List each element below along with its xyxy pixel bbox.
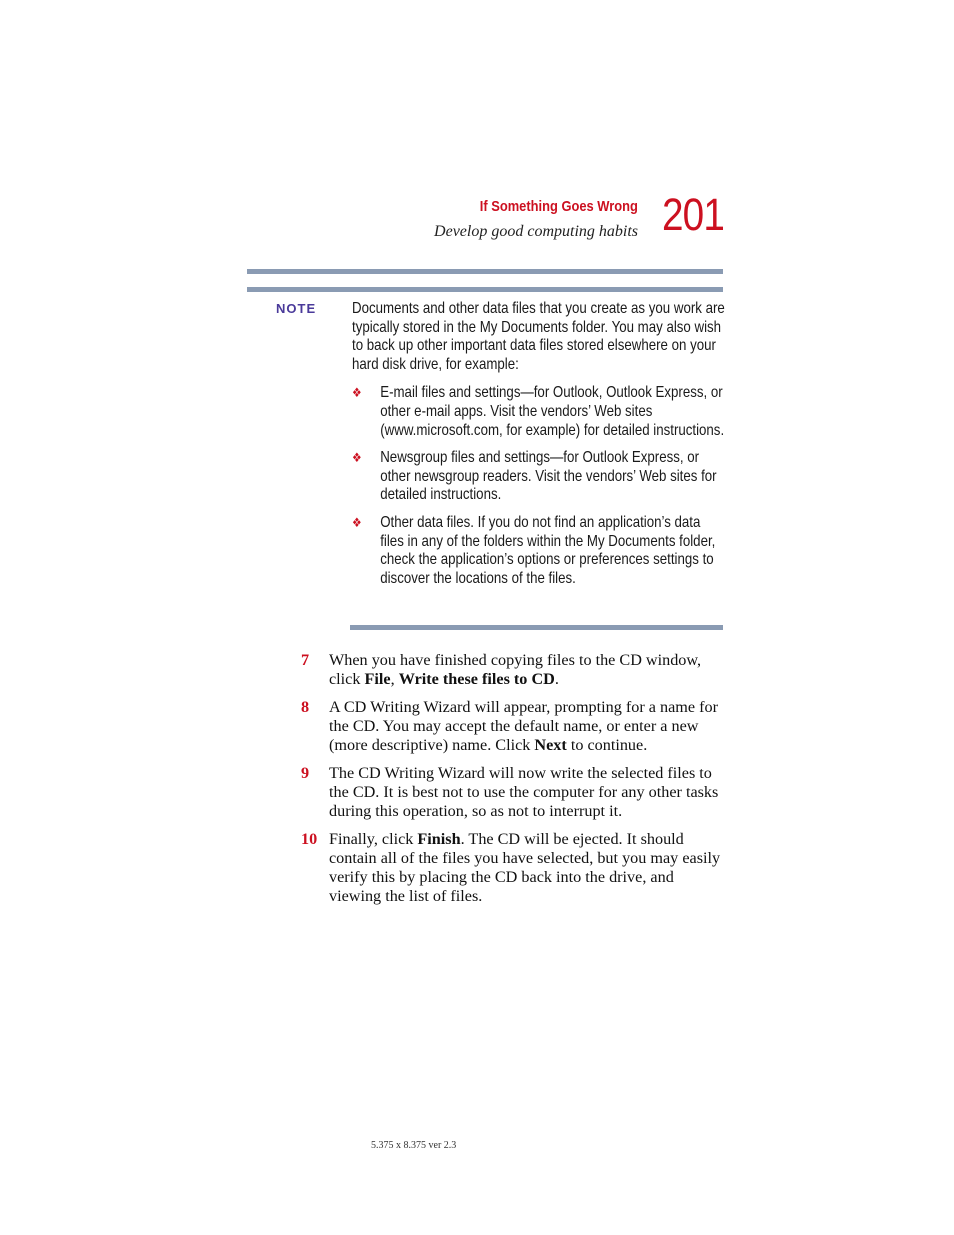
step-text bbox=[329, 698, 728, 755]
step-text-run: When you have finished copying files to the CD window, click bbox=[329, 651, 702, 688]
button-next-term: Next bbox=[534, 736, 567, 754]
page-footer: 5.375 x 8.375 ver 2.3 bbox=[371, 1140, 457, 1151]
note-end-rule bbox=[350, 625, 723, 630]
step-text bbox=[329, 651, 728, 689]
page-number: 201 bbox=[662, 189, 725, 240]
step-number: 7 bbox=[301, 651, 310, 669]
header-rule-bottom bbox=[247, 287, 723, 292]
step-text-run: . bbox=[554, 670, 559, 688]
diamond-bullet-icon: ❖ bbox=[352, 514, 362, 530]
steps-list bbox=[298, 651, 728, 915]
note-bullet-text: Other data files. If you do not find an application’s data files in any of the folders within the My Documents folder, check the application’s options or preferences settings to discover the locations of the files. bbox=[380, 513, 716, 587]
menu-write-files-term: Write these files to CD bbox=[398, 670, 555, 688]
running-header-subtitle: Develop good computing habits bbox=[434, 223, 638, 240]
note-bullet bbox=[352, 514, 726, 588]
note-label: NOTE bbox=[276, 301, 317, 316]
step-text-run: . The CD will be ejected. It should contain all of the files you have selected, but you may easily verify this by placing the CD back into the drive, and viewing the list of files. bbox=[329, 830, 721, 905]
step-text: The CD Writing Wizard will now write the selected files to the CD. It is best not to use the computer for any other tasks during this operation, so as not to interrupt it. bbox=[329, 764, 719, 820]
step-number: 9 bbox=[301, 764, 310, 782]
step-number: 8 bbox=[301, 698, 310, 716]
note-bullet-text: E-mail files and settings—for Outlook, Outlook Express, or other e-mail apps. Visit the vendors’ Web sites (www.microsoft.com, for example) for detailed instructions. bbox=[380, 384, 725, 439]
diamond-bullet-icon: ❖ bbox=[352, 450, 362, 466]
menu-file-term: File bbox=[364, 670, 391, 688]
step-item bbox=[298, 764, 728, 821]
step-number: 10 bbox=[301, 830, 318, 848]
step-text-run: A CD Writing Wizard will appear, prompting for a name for the CD. You may accept the default name, or enter a new (more descriptive) name. Click bbox=[329, 698, 718, 754]
step-text bbox=[329, 830, 728, 906]
step-text-run: , bbox=[390, 670, 399, 688]
note-text bbox=[352, 300, 726, 588]
note-bullet bbox=[352, 449, 726, 505]
step-text-run: Finally, click bbox=[329, 830, 418, 848]
running-header-title: If Something Goes Wrong bbox=[479, 198, 638, 215]
header-rule-top bbox=[247, 269, 723, 274]
button-finish-term: Finish bbox=[417, 830, 461, 848]
step-item bbox=[298, 830, 728, 906]
note-block bbox=[352, 300, 752, 597]
note-bullet bbox=[352, 384, 726, 440]
note-intro: Documents and other data files that you create as you work are typically stored in the My Documents folder. You may also wish to back up other important data files stored elsewhere on your hard disk drive, for example: bbox=[352, 300, 725, 373]
diamond-bullet-icon: ❖ bbox=[352, 385, 362, 401]
note-bullet-text: Newsgroup files and settings—for Outlook Express, or other newsgroup readers. Visit the vendors’ Web sites for detailed instructions. bbox=[380, 449, 717, 504]
step-item bbox=[298, 651, 728, 689]
step-text-run: to continue. bbox=[566, 736, 648, 754]
step-item bbox=[298, 698, 728, 755]
